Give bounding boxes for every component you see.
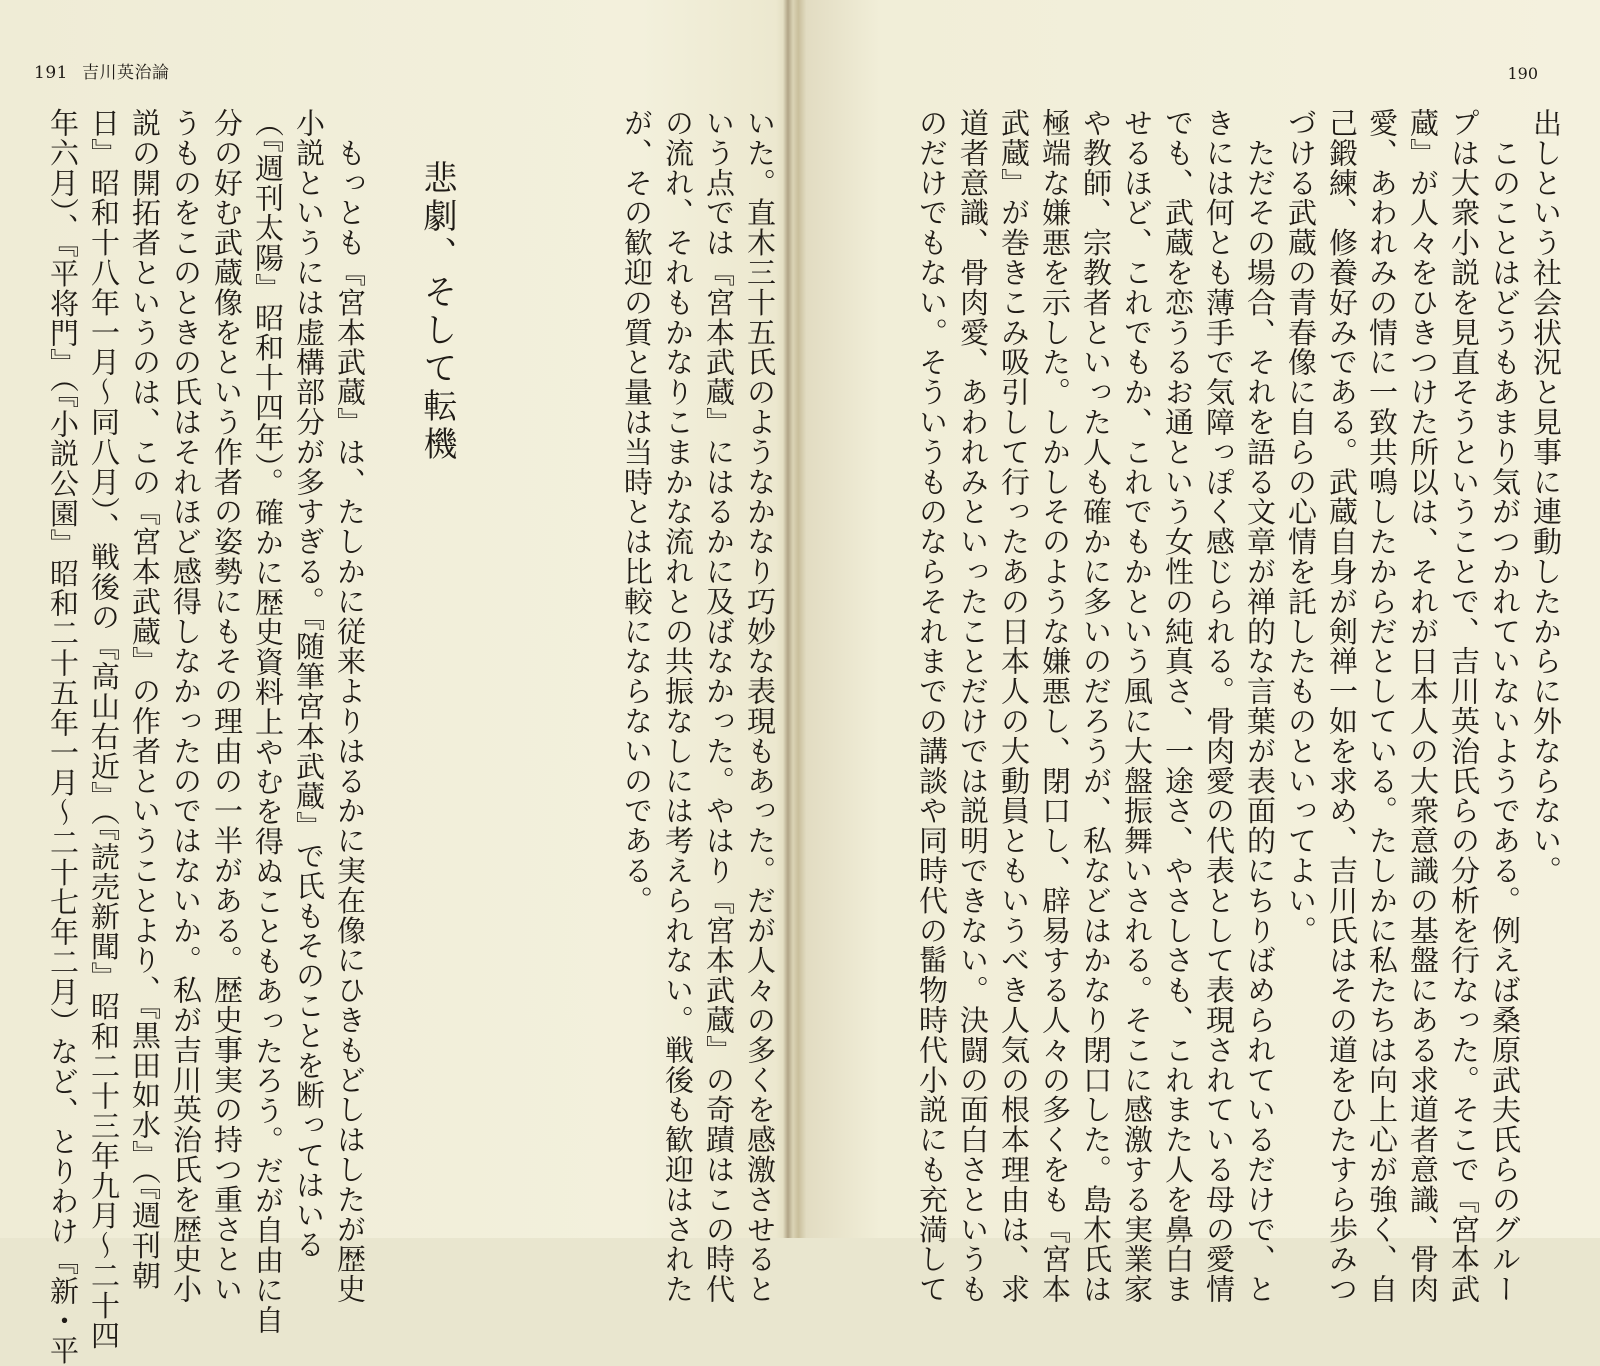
text-line: づける武蔵の青春像に自らの心情を託したものといってよい。 (1284, 108, 1318, 946)
right-text-second-part (862, 108, 1362, 1304)
text-line: うものをこのときの氏はそれほど感得しなかったのではないか。私が吉川英治氏を歴史小 (169, 108, 203, 1304)
text-line: 日』昭和十八年一月〜同八月）、戦後の『高山右近』（『読売新聞』昭和二十三年九月〜二十四 (87, 108, 121, 1351)
left-text-after-heading (40, 108, 370, 1366)
text-line: もっとも『宮本武蔵』は、たしかに従来よりはるかに実在像にひきもどしはしたが歴史 (333, 108, 367, 1304)
text-line: このことはどうもあまり気がつかれていないようである。例えば桑原武夫氏らのグルー (1488, 108, 1522, 1304)
text-line: 己鍛練、修養好みである。武蔵自身が剣禅一如を求め、吉川氏はその道をひたすら歩みつ (1325, 108, 1359, 1304)
right-page-number: 190 (1507, 64, 1538, 83)
text-line: でも、武蔵を恋うるお通という女性の純真さ、一途さ、やさしさも、これまた人を鼻白ま (1161, 108, 1195, 1304)
text-line: のだけでもない。そういうものならそれまでの講談や同時代の髷物時代小説にも充満して (915, 108, 949, 1304)
text-line: ただその場合、それを語る文章が禅的な言葉が表面的にちりばめられているだけで、と (1243, 108, 1277, 1304)
left-text-before-heading (520, 108, 780, 1304)
text-line: が、その歓迎の質と量は当時とは比較にならないのである。 (620, 108, 654, 916)
text-line: 説の開拓者というのは、この『宮本武蔵』の作者ということより、『黒田如水』（『週刊朝 (128, 108, 162, 1291)
running-head (34, 58, 169, 83)
text-line: 愛、あわれみの情に一致共鳴したからだとしている。たしかに私たちは向上心が強く、自 (1365, 108, 1399, 1304)
text-line: 年六月）、『平将門』（『小説公園』昭和二十五年一月〜二十七年二月）など、とりわけ『新・平 (46, 108, 80, 1366)
text-line: 分の好む武蔵像をという作者の姿勢にもその理由の一半がある。歴史事実の持つ重さとい (210, 108, 244, 1304)
text-line: 道者意識、骨肉愛、あわれみといったことだけでは説明できない。決闘の面白さというも (956, 108, 990, 1304)
left-page (0, 0, 786, 1366)
text-line: プは大衆小説を見直そうということで、吉川英治氏らの分析を行なった。そこで『宮本武 (1447, 108, 1481, 1304)
section-heading: 悲劇、そして転機 (417, 160, 457, 464)
left-page-number: 191 (34, 63, 68, 83)
text-line: 武蔵』が巻きこみ吸引して行ったあの日本人の大動員ともいうべき人気の根本理由は、求 (997, 108, 1031, 1304)
text-line: 極端な嫌悪を示した。しかしそのような嫌悪し、閉口し、辟易する人々の多くをも『宮本 (1038, 108, 1072, 1304)
text-line: せるほど、これでもか、これでもかという風に大盤振舞いされる。そこに感激する実業家 (1120, 108, 1154, 1304)
text-line: 蔵』が人々をひきつけた所以は、それが日本人の大衆意識の基盤にある求道者意識、骨肉 (1406, 108, 1440, 1304)
text-line: の流れ、それもかなりこまかな流れとの共振なしには考えられない。戦後も歓迎はされた (661, 108, 695, 1304)
text-line: きには何とも薄手で気障っぽく感じられる。骨肉愛の代表として表現されている母の愛情 (1202, 108, 1236, 1304)
text-line: （『週刊太陽』昭和十四年）。確かに歴史資料上やむを得ぬこともあったろう。だが自由に自 (251, 108, 285, 1335)
text-line: いう点では『宮本武蔵』にはるかに及ばなかった。やはり『宮本武蔵』の奇蹟はこの時代 (702, 108, 736, 1304)
text-line: や教師、宗教者といった人も確かに多いのだろうが、私などはかなり閉口した。島木氏は (1079, 108, 1113, 1304)
text-line: 出しという社会状況と見事に連動したからに外ならない。 (1529, 108, 1563, 886)
running-title: 吉川英治論 (81, 63, 170, 83)
text-line: 小説というには虚構部分が多すぎる。『随筆宮本武蔵』で氏もそのことを断ってはいる (292, 108, 326, 1260)
right-text-first-part (1360, 108, 1566, 1304)
text-line: いた。直木三十五氏のようなかなり巧妙な表現もあった。だが人々の多くを感激させると (743, 108, 777, 1304)
